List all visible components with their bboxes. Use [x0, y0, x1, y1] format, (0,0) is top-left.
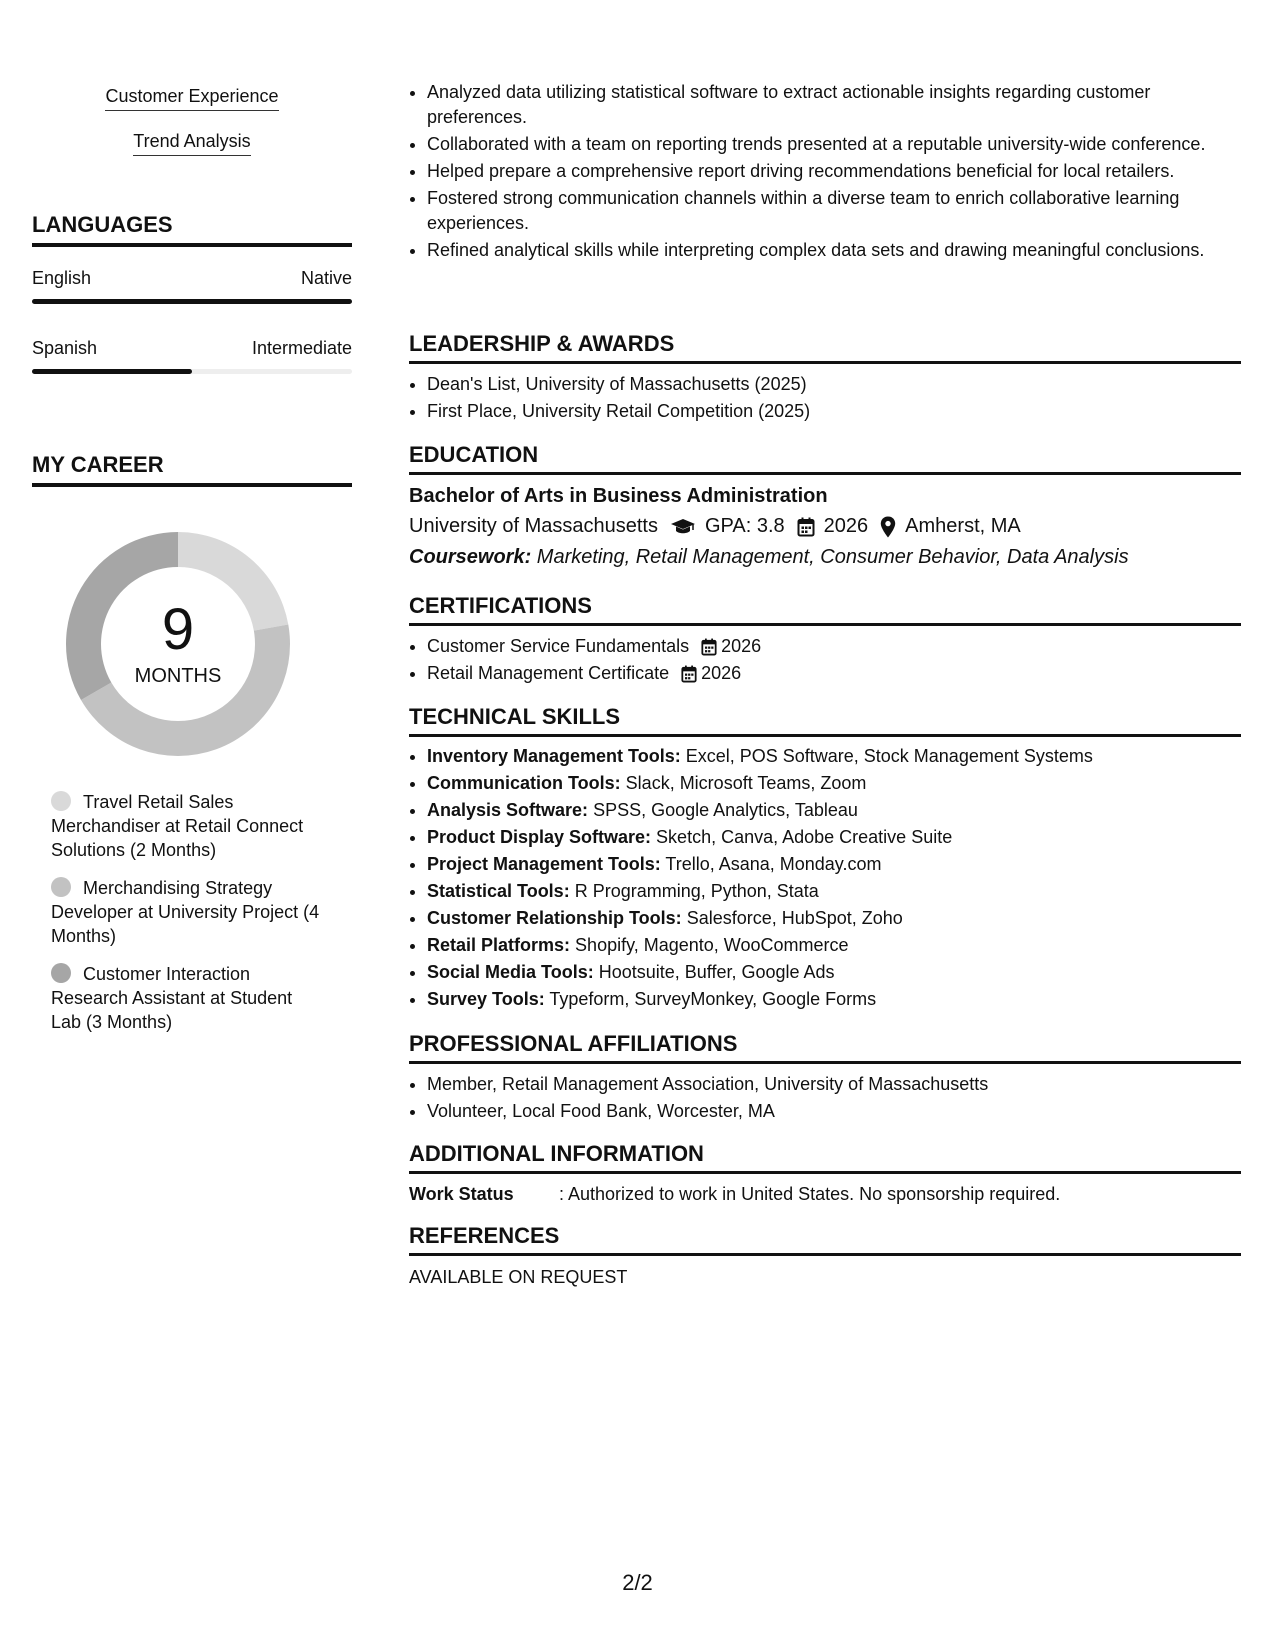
list-item: • Volunteer, Local Food Bank, Worcester, MA: [427, 1099, 1247, 1124]
list-item: • Survey Tools: Typeform, SurveyMonkey, Google Forms: [427, 987, 1247, 1012]
donut-center: [66, 532, 290, 756]
work-status-label: Work Status: [409, 1184, 514, 1204]
language-row: [32, 268, 352, 289]
cert-year: 2026: [721, 636, 762, 656]
language-row: [32, 338, 352, 359]
list-item: • Fostered strong communication channels within a diverse team to enrich collaborative learning experiences.: [427, 186, 1247, 236]
coursework-list: Marketing, Retail Management, Consumer Behavior, Data Analysis: [531, 546, 1129, 568]
language-level: Intermediate: [251, 338, 352, 358]
list-item: • First Place, University Retail Competition (2025): [427, 399, 1247, 424]
list-item: • Statistical Tools: R Programming, Python, Stata: [427, 879, 1247, 904]
experience-bullets: [409, 80, 1247, 265]
leadership-heading: LEADERSHIP & AWARDS: [409, 331, 1241, 364]
list-item: • Member, Retail Management Association, University of Massachusetts: [427, 1072, 1247, 1097]
list-item: • Helped prepare a comprehensive report driving recommendations beneficial for local retailers.: [427, 159, 1247, 184]
career-legend-item: Travel Retail Sales Merchandiser at Retail Connect Solutions (2 Months): [51, 792, 304, 860]
location: Amherst, MA: [905, 515, 1021, 537]
list-item: • Project Management Tools: Trello, Asana, Monday.com: [427, 852, 1247, 877]
work-status-value: : Authorized to work in United States. No sponsorship required.: [559, 1184, 1061, 1204]
career-total: 9: [161, 596, 195, 662]
cert-name: • Customer Service Fundamentals: [427, 636, 690, 656]
list-item: • Analysis Software: SPSS, Google Analytics, Tableau: [427, 798, 1247, 823]
calendar-icon: [701, 638, 717, 656]
calendar-icon: [681, 665, 697, 683]
cert-name: • Retail Management Certificate: [427, 663, 670, 683]
list-item: • Customer Relationship Tools: Salesforce, HubSpot, Zoho: [427, 906, 1247, 931]
career-heading: MY CAREER: [32, 452, 352, 487]
page-number: 2/2: [622, 1570, 653, 1595]
language-proficiency-fill: [32, 369, 192, 374]
leadership-list: [409, 372, 1247, 426]
language-proficiency-bar: [32, 299, 352, 304]
graduation-year: 2026: [823, 515, 869, 537]
map-pin-icon: [880, 516, 896, 538]
references-heading: REFERENCES: [409, 1223, 1241, 1256]
school-name: University of Massachusetts: [409, 515, 658, 537]
list-item: • Inventory Management Tools: Excel, POS Software, Stock Management Systems: [427, 744, 1247, 769]
skill-tag: Customer Experience: [32, 86, 352, 111]
education-details: [409, 515, 1021, 538]
technical-skills-list: [409, 744, 1247, 1014]
list-item: • Analyzed data utilizing statistical software to extract actionable insights regarding customer preferences.: [427, 80, 1247, 130]
legend-dot: [51, 877, 71, 897]
references-text: AVAILABLE ON REQUEST: [409, 1267, 628, 1287]
career-donut-chart: [66, 532, 290, 756]
language-name: Spanish: [32, 338, 98, 358]
cert-year: 2026: [701, 663, 742, 683]
list-item: • Dean's List, University of Massachusetts (2025): [427, 372, 1247, 397]
affiliations-list: [409, 1072, 1247, 1126]
list-item: • Communication Tools: Slack, Microsoft Teams, Zoom: [427, 771, 1247, 796]
technical-skills-heading: TECHNICAL SKILLS: [409, 704, 1241, 737]
legend-dot: [51, 791, 71, 811]
legend-dot: [51, 963, 71, 983]
language-level: Native: [300, 268, 352, 288]
list-item: • Retail Platforms: Shopify, Magento, WooCommerce: [427, 933, 1247, 958]
gpa: GPA: 3.8: [704, 515, 785, 537]
graduation-cap-icon: [670, 518, 696, 536]
list-item: • Refined analytical skills while interpreting complex data sets and drawing meaningful conclusions.: [427, 238, 1247, 263]
language-proficiency-bar: [32, 369, 352, 374]
calendar-icon: [797, 517, 815, 537]
list-item: • Collaborated with a team on reporting trends presented at a reputable university-wide conference.: [427, 132, 1247, 157]
career-unit: MONTHS: [134, 664, 222, 687]
list-item: [427, 661, 1247, 686]
degree-title: Bachelor of Arts in Business Administration: [409, 485, 828, 507]
career-legend-item: Customer Interaction Research Assistant at Student Lab (3 Months): [51, 964, 293, 1032]
coursework-label: Coursework:: [409, 546, 532, 568]
list-item: [427, 634, 1247, 659]
language-name: English: [32, 268, 92, 288]
affiliations-heading: PROFESSIONAL AFFILIATIONS: [409, 1031, 1241, 1064]
work-status-row: [409, 1184, 1060, 1205]
education-heading: EDUCATION: [409, 442, 1241, 475]
language-proficiency-fill: [32, 299, 352, 304]
list-item: • Social Media Tools: Hootsuite, Buffer, Google Ads: [427, 960, 1247, 985]
certifications-heading: CERTIFICATIONS: [409, 593, 1241, 626]
career-legend-item: Merchandising Strategy Developer at University Project (4 Months): [51, 878, 320, 946]
additional-info-heading: ADDITIONAL INFORMATION: [409, 1141, 1241, 1174]
skill-tag: Trend Analysis: [32, 131, 352, 156]
certifications-list: [409, 634, 1247, 688]
list-item: • Product Display Software: Sketch, Canva, Adobe Creative Suite: [427, 825, 1247, 850]
coursework: [409, 546, 1129, 569]
languages-heading: LANGUAGES: [32, 212, 352, 247]
